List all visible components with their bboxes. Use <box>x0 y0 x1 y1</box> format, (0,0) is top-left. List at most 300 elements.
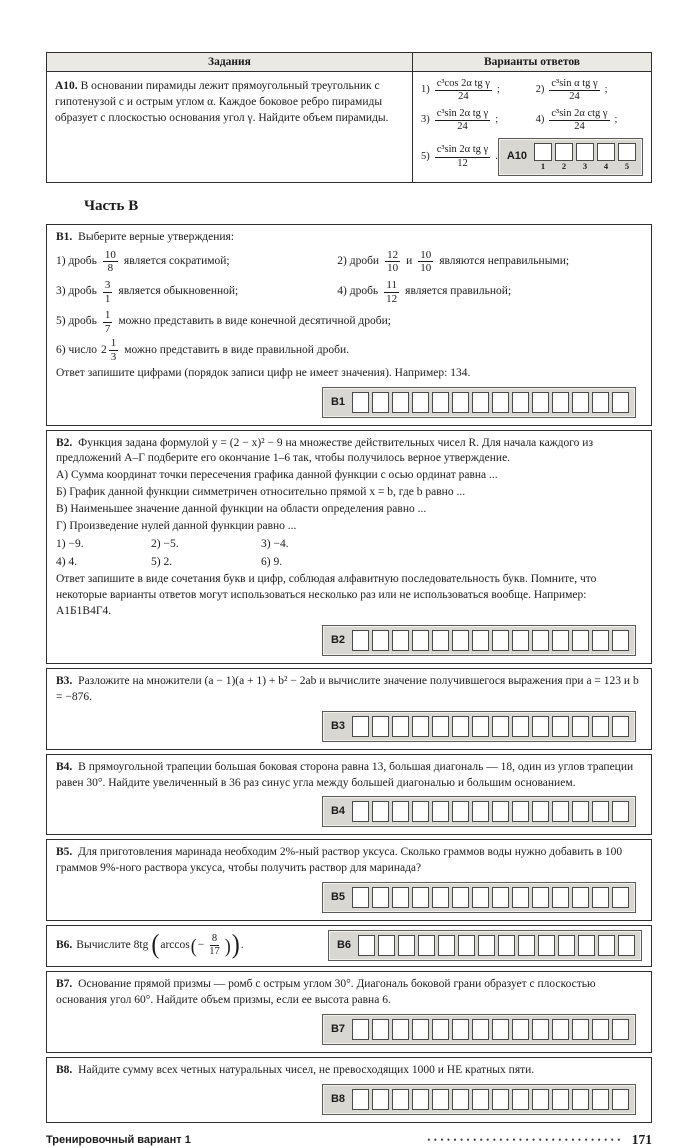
answer-cell[interactable] <box>558 935 575 956</box>
answer-cell[interactable] <box>572 1019 589 1040</box>
answer-strip-b4 <box>322 796 636 827</box>
fraction-numerator: c³sin α tg γ <box>549 78 599 91</box>
task-b5-label: В5. <box>56 846 73 859</box>
a10-option-3 <box>421 108 534 133</box>
column-header-answers: Варианты ответов <box>412 53 651 72</box>
answer-cell[interactable] <box>458 935 475 956</box>
answer-cell[interactable] <box>372 801 389 822</box>
answer-cell[interactable] <box>492 630 509 651</box>
answer-cell[interactable] <box>572 630 589 651</box>
column-header-tasks: Задания <box>47 53 413 72</box>
answer-cell[interactable] <box>372 630 389 651</box>
answer-cell[interactable] <box>512 1019 529 1040</box>
task-a10-text-cell <box>47 72 413 183</box>
b1-note: Ответ запишите цифрами (порядок записи цифр не имеет значения). Например: 134. <box>56 366 471 379</box>
part-b-title: Часть В <box>84 197 139 214</box>
answer-strip-label: В3 <box>330 719 345 732</box>
answer-cell[interactable] <box>452 887 469 908</box>
answer-cell[interactable] <box>532 1019 549 1040</box>
option-number: 3) <box>420 114 430 126</box>
a10-option-1 <box>421 78 534 103</box>
fraction-numerator: 10 <box>104 248 116 261</box>
answer-cell[interactable] <box>452 801 469 822</box>
answer-strip-label: В7 <box>330 1022 345 1035</box>
fraction <box>103 309 113 335</box>
answer-cell[interactable] <box>392 716 409 737</box>
answer-cell[interactable] <box>512 801 529 822</box>
answer-strip-label: В8 <box>330 1092 345 1105</box>
answer-cell[interactable] <box>452 630 469 651</box>
b8-text-line <box>56 1063 642 1079</box>
answer-cell[interactable] <box>538 935 555 956</box>
answer-cell[interactable] <box>472 801 489 822</box>
task-b4 <box>46 754 652 836</box>
b2-intro-line <box>56 436 642 468</box>
fraction-numerator: 12 <box>387 248 399 261</box>
answer-cell[interactable] <box>498 935 515 956</box>
answer-cell[interactable] <box>352 1089 369 1110</box>
a10-options-grid <box>421 78 643 133</box>
answer-cell[interactable] <box>358 935 375 956</box>
task-a10-label: А10. <box>55 80 78 92</box>
answer-cell[interactable] <box>478 935 495 956</box>
b2-options-row-2 <box>56 555 642 571</box>
footer-variant-title: Тренировочный вариант 1 <box>46 1133 191 1146</box>
answer-cell[interactable] <box>472 887 489 908</box>
answer-cell[interactable] <box>532 801 549 822</box>
b5-strip-row <box>56 878 642 915</box>
fraction-denominator: 24 <box>569 91 580 103</box>
answer-cell[interactable] <box>472 392 489 413</box>
item-post: можно представить в виде конечной десятичной дроби; <box>118 315 391 328</box>
fraction-numerator: 11 <box>386 278 397 291</box>
answer-strip-b7 <box>322 1014 636 1045</box>
answer-strip-b8 <box>322 1084 636 1115</box>
answer-cell-digit: 5 <box>624 161 630 172</box>
task-a10-row <box>47 72 652 183</box>
paren-open: ( <box>151 929 160 960</box>
b3-text-line <box>56 674 642 706</box>
task-b2 <box>46 430 652 664</box>
item-post: является правильной; <box>405 285 512 298</box>
item-pre: 4) дробь <box>337 285 379 298</box>
option-number: 5) <box>420 150 430 162</box>
task-a10-text: В основании пирамиды лежит прямоугольный треугольник с гипотенузой c и острым углом α. Каждое боковое ребро пирамиды образует с плоскостью основания угол γ. Найдите объем пирамиды. <box>55 80 389 125</box>
answer-cell[interactable] <box>472 1089 489 1110</box>
option-number: 2) <box>535 84 545 96</box>
answer-cell[interactable] <box>412 392 429 413</box>
item-pre: 3) дробь <box>56 285 97 298</box>
task-b1 <box>46 224 652 426</box>
answer-cell[interactable] <box>618 143 636 161</box>
mixed-whole: 2 <box>101 343 107 356</box>
fraction-numerator: 8 <box>210 933 219 946</box>
answer-cells <box>352 887 629 908</box>
answer-cell[interactable] <box>592 887 609 908</box>
item-pre: 2) дроби <box>337 254 380 267</box>
answer-cell[interactable] <box>612 630 629 651</box>
answer-cell-digit: 4 <box>603 161 609 172</box>
answer-cell[interactable] <box>412 716 429 737</box>
answer-cell[interactable] <box>352 1019 369 1040</box>
item-mid: и <box>406 254 413 267</box>
fraction-numerator: c³sin 2α tg γ <box>435 144 491 157</box>
answer-cell[interactable] <box>432 1089 449 1110</box>
answer-cell-digit: 2 <box>561 161 567 172</box>
answer-cell[interactable] <box>352 887 369 908</box>
answer-cell[interactable] <box>512 887 529 908</box>
b2-note: Ответ запишите в виде сочетания букв и цифр, соблюдая алфавитную последовательность букв. Помните, что некоторые варианты ответов могут использоваться несколько раз или не использоваться вообще. Например: А1Б1В4Г4. <box>56 573 597 618</box>
task-b5 <box>46 839 652 921</box>
answer-cells <box>352 630 629 651</box>
answer-cell[interactable] <box>578 935 595 956</box>
answer-strip-label: А10 <box>506 150 527 163</box>
answer-cell[interactable] <box>352 801 369 822</box>
answer-cell[interactable] <box>452 1089 469 1110</box>
answer-strip-label: В5 <box>330 891 345 904</box>
fraction <box>103 249 118 275</box>
answer-cell[interactable] <box>412 630 429 651</box>
option-punct: ; <box>496 84 500 96</box>
answer-cell[interactable] <box>412 1089 429 1110</box>
a10-option-4 <box>536 108 643 133</box>
task-b6-label: В6. <box>56 938 73 951</box>
answer-cell[interactable] <box>392 630 409 651</box>
fraction <box>435 78 492 103</box>
answer-cell[interactable] <box>392 1089 409 1110</box>
b6-arccos: arccos <box>160 938 190 951</box>
answer-cell[interactable] <box>512 630 529 651</box>
answer-cell[interactable] <box>372 1089 389 1110</box>
fraction-numerator: 10 <box>420 248 432 261</box>
answer-cell[interactable] <box>597 143 615 161</box>
b1-item-4 <box>337 279 642 305</box>
answer-cell[interactable] <box>552 1019 569 1040</box>
b5-text-line <box>56 845 642 877</box>
b7-text-line <box>56 977 642 1009</box>
item-post: можно представить в виде правильной дроби. <box>124 343 349 356</box>
fraction-denominator: 8 <box>107 262 114 275</box>
b1-title: Выберите верные утверждения: <box>78 230 235 243</box>
b7-strip-row <box>56 1010 642 1047</box>
answer-strip-label: В4 <box>330 805 345 818</box>
answer-cell[interactable] <box>372 716 389 737</box>
page-content <box>46 0 652 1148</box>
task-b4-label: В4. <box>56 760 73 773</box>
answer-cell[interactable] <box>352 392 369 413</box>
answer-cell[interactable] <box>412 1019 429 1040</box>
answer-cell[interactable] <box>492 1089 509 1110</box>
b2-option-1: 1) −9. <box>56 537 84 550</box>
footer-dots: •••••••••••••••••••••••••••••• <box>427 1134 624 1145</box>
fraction <box>418 249 433 275</box>
answer-strip-b5 <box>322 882 636 913</box>
answer-cell-column <box>555 143 573 171</box>
fraction-denominator: 10 <box>387 262 399 275</box>
answer-cell[interactable] <box>418 935 435 956</box>
answer-cell-column <box>534 143 552 171</box>
b1-item-3 <box>56 279 337 305</box>
fraction-denominator: 24 <box>458 91 469 103</box>
answer-cell[interactable] <box>518 935 535 956</box>
fraction-denominator: 1 <box>104 292 111 305</box>
answer-cell[interactable] <box>532 1089 549 1110</box>
answer-cell[interactable] <box>552 887 569 908</box>
answer-cell[interactable] <box>378 935 395 956</box>
answer-cell[interactable] <box>492 1019 509 1040</box>
answer-strip-label: В2 <box>330 633 345 646</box>
fraction-denominator: 12 <box>386 292 398 305</box>
b2-option-6: 6) 9. <box>261 555 283 568</box>
fraction-denominator: 24 <box>574 121 585 133</box>
b2-options-row-1 <box>56 537 642 553</box>
option-punct: ; <box>604 84 608 96</box>
answer-cells <box>352 392 629 413</box>
task-b1-label: В1. <box>56 230 73 243</box>
answer-cell[interactable] <box>492 887 509 908</box>
answer-cell[interactable] <box>512 392 529 413</box>
answer-cell[interactable] <box>392 887 409 908</box>
answer-cell[interactable] <box>472 630 489 651</box>
b1-items-grid <box>56 247 642 308</box>
b2-statement-v: В) Наименьшее значение данной функции на области определения равно ... <box>56 503 427 516</box>
answer-cells <box>358 935 635 956</box>
paren-close: ) <box>231 929 240 960</box>
fraction <box>207 933 222 958</box>
answer-cell[interactable] <box>452 392 469 413</box>
b2-statement-g: Г) Произведение нулей данной функции равно ... <box>56 519 297 532</box>
answer-cell[interactable] <box>492 801 509 822</box>
item-pre: 1) дробь <box>56 254 97 267</box>
answer-cell[interactable] <box>432 716 449 737</box>
b1-item-5 <box>56 309 642 335</box>
b4-strip-row <box>56 792 642 829</box>
fraction <box>384 279 399 305</box>
answer-strip-b6 <box>328 930 642 961</box>
b2-strip-row <box>56 621 642 658</box>
task-b3-label: В3. <box>56 675 73 688</box>
answer-cell[interactable] <box>552 1089 569 1110</box>
tasks-table <box>46 52 652 183</box>
answer-cell[interactable] <box>592 630 609 651</box>
answer-cell-column <box>597 143 615 171</box>
answer-cell[interactable] <box>472 1019 489 1040</box>
answer-cell[interactable] <box>392 801 409 822</box>
fraction <box>435 144 491 169</box>
task-b8 <box>46 1057 652 1123</box>
option-punct: ; <box>495 114 499 126</box>
answer-cell[interactable] <box>555 143 573 161</box>
fraction-denominator: 17 <box>209 946 220 958</box>
fraction-numerator: 3 <box>104 278 111 291</box>
answer-cell[interactable] <box>512 716 529 737</box>
answer-cell[interactable] <box>532 887 549 908</box>
b2-option-5: 5) 2. <box>151 555 173 568</box>
task-b6 <box>46 925 652 967</box>
task-b8-label: В8. <box>56 1063 73 1076</box>
answer-cell[interactable] <box>534 143 552 161</box>
a10-option-5 <box>421 144 498 169</box>
answer-cell[interactable] <box>612 716 629 737</box>
answer-cell[interactable] <box>576 143 594 161</box>
answer-cell[interactable] <box>612 801 629 822</box>
paren-close-inner: ) <box>224 934 231 957</box>
answer-cell[interactable] <box>432 1019 449 1040</box>
answer-cell[interactable] <box>352 716 369 737</box>
b2-option-4: 4) 4. <box>56 555 78 568</box>
task-b7 <box>46 971 652 1053</box>
b6-row <box>56 930 642 961</box>
answer-cell-digit: 3 <box>582 161 588 172</box>
option-punct: . <box>495 150 498 162</box>
answer-cell[interactable] <box>572 801 589 822</box>
answer-cell[interactable] <box>392 1019 409 1040</box>
fraction-denominator: 12 <box>457 157 468 169</box>
answer-cell[interactable] <box>532 716 549 737</box>
answer-cells <box>352 801 629 822</box>
fraction <box>385 249 400 275</box>
answer-cell[interactable] <box>552 392 569 413</box>
answer-cell[interactable] <box>512 1089 529 1110</box>
answer-cells <box>534 143 636 171</box>
item-post: является обыкновенной; <box>118 285 239 298</box>
task-a10-answers-cell <box>412 72 651 183</box>
fraction-denominator: 7 <box>104 322 111 335</box>
answer-cell[interactable] <box>572 716 589 737</box>
fraction-denominator: 24 <box>457 121 468 133</box>
option-number: 4) <box>535 114 545 126</box>
answer-cell[interactable] <box>492 392 509 413</box>
b2-option-3: 3) −4. <box>261 537 289 550</box>
answer-strip-label: В6 <box>336 939 351 952</box>
b3-text: Разложите на множители (a − 1)(a + 1) + b² − 2ab и вычислите значение получившегося выражения при a = 123 и b = −876. <box>56 675 639 703</box>
fraction <box>549 78 599 103</box>
b4-text-line <box>56 760 642 792</box>
item-pre: 5) дробь <box>56 315 97 328</box>
answer-cell[interactable] <box>412 887 429 908</box>
fraction-numerator: c³sin 2α ctg γ <box>549 108 609 121</box>
answer-cell[interactable] <box>592 392 609 413</box>
answer-cell[interactable] <box>432 887 449 908</box>
answer-strip-a10 <box>498 138 643 176</box>
answer-cell[interactable] <box>452 716 469 737</box>
task-b7-label: В7. <box>56 978 73 991</box>
fraction <box>549 108 609 133</box>
b2-statement-a: А) Сумма координат точки пересечения графика данной функции с осью ординат равна ... <box>56 469 498 482</box>
fraction-numerator: c³cos 2α tg γ <box>435 78 492 91</box>
a10-option-2 <box>536 78 643 103</box>
answer-cell[interactable] <box>532 630 549 651</box>
mixed-number <box>101 337 120 363</box>
answer-cell[interactable] <box>592 1019 609 1040</box>
answer-cell[interactable] <box>598 935 615 956</box>
fraction <box>109 337 119 363</box>
b1-item-1 <box>56 249 337 275</box>
answer-cell[interactable] <box>572 887 589 908</box>
minus-sign: − <box>197 938 205 951</box>
b2-option-2: 2) −5. <box>151 537 179 550</box>
answer-cell[interactable] <box>432 630 449 651</box>
answer-cells <box>352 1019 629 1040</box>
answer-cell[interactable] <box>452 1019 469 1040</box>
b7-text: Основание прямой призмы — ромб с острым углом 30°. Диагональ боковой грани образует с плоскостью основания угол 60°. Найдите объем призмы, если ее высота равна 6. <box>56 978 596 1007</box>
answer-strip-label: В1 <box>330 395 345 408</box>
table-header-row <box>47 53 652 72</box>
page-number: 171 <box>631 1131 652 1147</box>
option-number: 1) <box>420 84 430 96</box>
b1-strip-row <box>56 383 642 420</box>
b3-strip-row <box>56 707 642 744</box>
b6-punct: . <box>240 938 244 951</box>
fraction <box>103 279 113 305</box>
b1-item-6 <box>56 337 642 363</box>
answer-cell[interactable] <box>352 630 369 651</box>
answer-cell[interactable] <box>592 1089 609 1110</box>
b2-intro: Функция задана формулой y = (2 − x)² − 9 на множестве действительных чисел R. Для начала каждого из предложений А–Г подберите его окончание 1–6 так, чтобы получилось верное утверждение. <box>56 436 593 465</box>
task-b3 <box>46 668 652 750</box>
answer-cell[interactable] <box>572 1089 589 1110</box>
b8-text: Найдите сумму всех четных натуральных чисел, не превосходящих 1000 и НЕ кратных пяти. <box>78 1063 535 1076</box>
fraction-denominator: 10 <box>420 262 432 275</box>
fraction <box>435 108 491 133</box>
option-punct: ; <box>614 114 618 126</box>
answer-strip-b3 <box>322 711 636 742</box>
fraction-numerator: 1 <box>110 337 117 350</box>
answer-cell[interactable] <box>618 935 635 956</box>
task-b2-label: В2. <box>56 436 73 449</box>
answer-cell[interactable] <box>412 801 429 822</box>
b2-statement-b: Б) График данной функции симметричен относительно прямой x = b, где b равно ... <box>56 486 466 499</box>
answer-cell[interactable] <box>592 801 609 822</box>
answer-cell[interactable] <box>612 887 629 908</box>
answer-cell-column <box>576 143 594 171</box>
fraction-numerator: 1 <box>104 309 111 322</box>
answer-cell[interactable] <box>398 935 415 956</box>
fraction-denominator: 3 <box>110 351 117 364</box>
b4-text: В прямоугольной трапеции большая боковая сторона равна 13, большая диагональ — 18, один из углов трапеции равен 30°. Найдите увеличенный в 36 раз синус угла между большей диагональю и большим основанием. <box>56 760 634 789</box>
answer-cell[interactable] <box>532 392 549 413</box>
answer-cell[interactable] <box>552 801 569 822</box>
answer-cell[interactable] <box>592 716 609 737</box>
answer-strip-b2 <box>322 625 636 656</box>
answer-cells <box>352 1089 629 1110</box>
b1-title-line <box>56 230 642 246</box>
answer-cell[interactable] <box>552 630 569 651</box>
answer-cell[interactable] <box>612 1089 629 1110</box>
answer-cell[interactable] <box>372 392 389 413</box>
answer-cells <box>352 716 629 737</box>
item-post: являются неправильными; <box>439 254 570 267</box>
answer-cell[interactable] <box>372 1019 389 1040</box>
answer-cell[interactable] <box>572 392 589 413</box>
answer-cell[interactable] <box>552 716 569 737</box>
answer-cell[interactable] <box>492 716 509 737</box>
answer-cell[interactable] <box>392 392 409 413</box>
answer-cell[interactable] <box>438 935 455 956</box>
answer-cell[interactable] <box>432 392 449 413</box>
answer-cell-column <box>618 143 636 171</box>
paren-open-inner: ( <box>190 934 197 957</box>
answer-cell[interactable] <box>432 801 449 822</box>
answer-cell[interactable] <box>372 887 389 908</box>
b8-strip-row <box>56 1080 642 1117</box>
answer-cell[interactable] <box>612 1019 629 1040</box>
answer-cell[interactable] <box>472 716 489 737</box>
answer-cell[interactable] <box>612 392 629 413</box>
item-pre: 6) число <box>56 343 97 356</box>
page-footer <box>46 1132 652 1148</box>
answer-cell-digit: 1 <box>540 161 546 172</box>
